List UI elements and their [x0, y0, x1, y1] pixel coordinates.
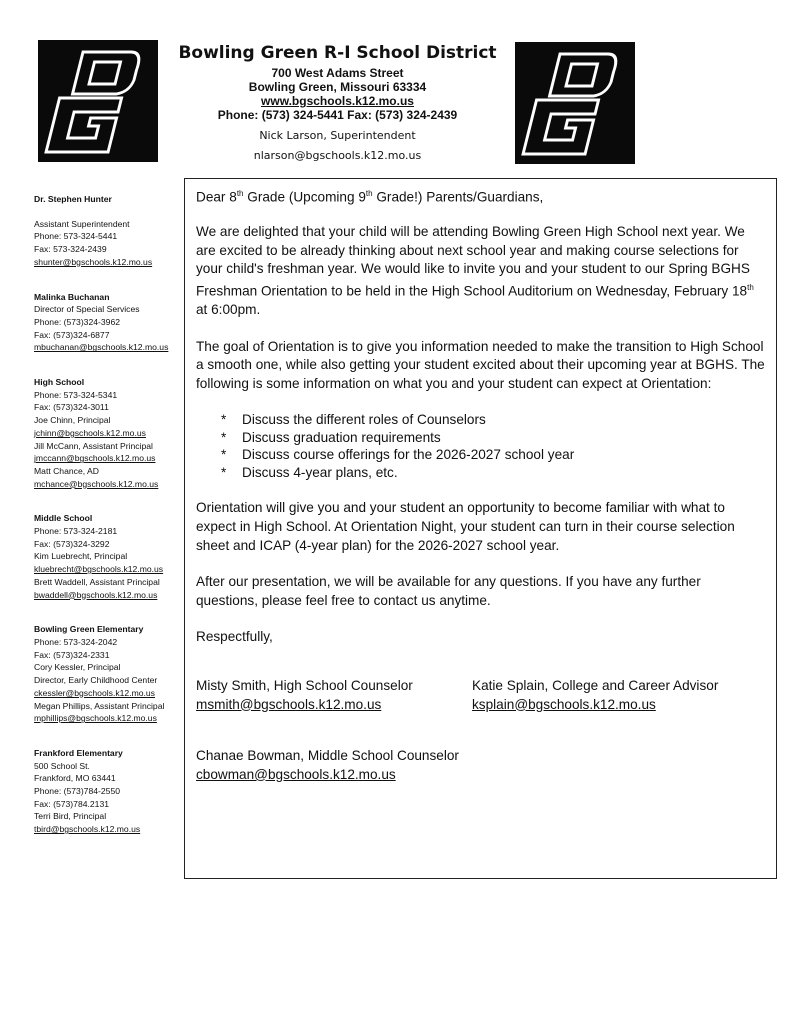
- contact-line: Fax: (573)324-3292: [34, 538, 110, 549]
- contact-line: Fax: (573)324-6877: [34, 329, 110, 340]
- contact-line: 500 School St.: [34, 760, 90, 771]
- contact-title: High School: [34, 377, 85, 388]
- signer-name: Misty Smith, High School Counselor: [196, 677, 413, 693]
- contact-title: Dr. Stephen Hunter: [34, 194, 112, 204]
- staff-directory: [34, 193, 184, 858]
- paragraph-orientation-night: Orientation will give you and your student an opportunity to become familiar with what to expect in High School. At Orientation Night, your student can turn in their course selection sheet and ICAP (4-year plan) for the 2026-2027 school year.: [196, 500, 735, 553]
- contact-group: [34, 747, 184, 836]
- contact-line: Phone: 573-324-5441: [34, 231, 118, 242]
- greeting: Dear 8th Grade (Upcoming 9th Grade!) Parents/Guardians,: [196, 189, 544, 205]
- contact-line: Cory Kessler, Principal: [34, 662, 121, 673]
- signer-email[interactable]: msmith@bgschools.k12.mo.us: [196, 696, 382, 712]
- contact-title: Frankford Elementary: [34, 747, 123, 758]
- contact-group: [34, 623, 184, 725]
- contact-line: Kim Luebrecht, Principal: [34, 551, 128, 562]
- district-logo-right: [515, 42, 635, 164]
- contact-line: Brett Waddell, Assistant Principal: [34, 576, 160, 587]
- signer-name: Chanae Bowman, Middle School Counselor: [196, 748, 459, 764]
- signer-name: Katie Splain, College and Career Advisor: [472, 677, 719, 693]
- contact-line: Matt Chance, AD: [34, 465, 99, 476]
- paragraph-invitation: We are delighted that your child will be attending Bowling Green High School next year. We are excited to be already thinking about next school year and making course selections for your child's freshman year. We would like to invite you and your student to our Spring BGHS Freshman Orientation to be held in the High School Auditorium on Wednesday, February 18th at 6:00pm.: [196, 224, 754, 318]
- contact-line: Fax: (573)324-2331: [34, 649, 110, 660]
- letter-body: [184, 178, 777, 879]
- contact-line: Phone: (573)784-2550: [34, 786, 121, 797]
- contact-line: Phone: 573-324-5341: [34, 389, 118, 400]
- signer: [196, 747, 766, 784]
- contact-email[interactable]: bwaddell@bgschools.k12.mo.us: [34, 589, 158, 600]
- signer-email[interactable]: cbowman@bgschools.k12.mo.us: [196, 766, 396, 782]
- signer-email[interactable]: ksplain@bgschools.k12.mo.us: [472, 696, 656, 712]
- contact-line: Director of Special Services: [34, 304, 140, 315]
- bg-logo-icon: [515, 42, 635, 164]
- list-item: * Discuss the different roles of Counselors: [221, 412, 486, 428]
- signatures: [196, 677, 766, 714]
- contact-line: Fax: (573)324-3011: [34, 402, 109, 413]
- contact-group: [34, 291, 184, 355]
- list-item: * Discuss course offerings for the 2026-2027 school year: [221, 447, 575, 463]
- contact-line: Phone: 573-324-2181: [34, 526, 118, 537]
- contact-group: [34, 376, 184, 490]
- street-address: 700 West Adams Street: [271, 66, 404, 80]
- paragraph-goal: The goal of Orientation is to give you information needed to make the transition to High School a smooth one, while also getting your student excited about their upcoming year at BGHS. The following is some information on what you and your student can expect at Orientation:: [196, 338, 765, 391]
- letterhead: [160, 43, 515, 166]
- contact-title: Bowling Green Elementary: [34, 624, 144, 635]
- contact-line: Assistant Superintendent: [34, 218, 130, 229]
- contact-line: Director, Early Childhood Center: [34, 675, 158, 686]
- contact-email[interactable]: ckessler@bgschools.k12.mo.us: [34, 687, 155, 698]
- phone-fax: Phone: (573) 324-5441 Fax: (573) 324-2439: [217, 108, 458, 122]
- contact-line: Joe Chinn, Principal: [34, 415, 111, 426]
- city-address: Bowling Green, Missouri 63334: [248, 80, 427, 94]
- contact-email[interactable]: tbird@bgschools.k12.mo.us: [34, 824, 141, 835]
- bg-logo-icon: [38, 40, 158, 162]
- contact-line: Phone: (573)324-3962: [34, 316, 121, 327]
- contact-line: Frankford, MO 63441: [34, 773, 116, 784]
- contact-email[interactable]: mbuchanan@bgschools.k12.mo.us: [34, 342, 169, 353]
- superintendent: Nick Larson, Superintendent: [259, 129, 416, 142]
- contact-line: Fax: 573-324-2439: [34, 244, 107, 255]
- district-logo-left: [38, 40, 158, 162]
- contact-line: Phone: 573-324-2042: [34, 636, 118, 647]
- closing: Respectfully,: [196, 629, 273, 645]
- contact-line: Megan Phillips, Assistant Principal: [34, 700, 165, 711]
- district-name: Bowling Green R-I School District: [178, 43, 497, 63]
- contact-email[interactable]: jmccann@bgschools.k12.mo.us: [34, 453, 156, 464]
- list-item: * Discuss graduation requirements: [221, 429, 441, 445]
- signer: [196, 677, 472, 714]
- contact-email[interactable]: mchance@bgschools.k12.mo.us: [34, 478, 159, 489]
- signer: [472, 677, 748, 714]
- contact-email[interactable]: mphillips@bgschools.k12.mo.us: [34, 713, 157, 724]
- superintendent-email[interactable]: nlarson@bgschools.k12.mo.us: [253, 149, 422, 162]
- list-item: * Discuss 4-year plans, etc.: [221, 464, 398, 480]
- contact-title: Malinka Buchanan: [34, 291, 110, 302]
- contact-email[interactable]: shunter@bgschools.k12.mo.us: [34, 256, 153, 267]
- contact-line: Terri Bird, Principal: [34, 811, 107, 822]
- contact-line: Jill McCann, Assistant Principal: [34, 440, 153, 451]
- website-link[interactable]: www.bgschools.k12.mo.us: [261, 94, 414, 108]
- contact-group: [34, 193, 184, 269]
- orientation-topics: [196, 411, 766, 481]
- contact-title: Middle School: [34, 513, 93, 524]
- contact-line: Fax: (573)784.2131: [34, 798, 110, 809]
- contact-group: [34, 512, 184, 601]
- contact-email[interactable]: kluebrecht@bgschools.k12.mo.us: [34, 564, 164, 575]
- contact-email[interactable]: jchinn@bgschools.k12.mo.us: [34, 427, 146, 438]
- paragraph-questions: After our presentation, we will be available for any questions. If you have any further questions, please feel free to contact us anytime.: [196, 574, 701, 608]
